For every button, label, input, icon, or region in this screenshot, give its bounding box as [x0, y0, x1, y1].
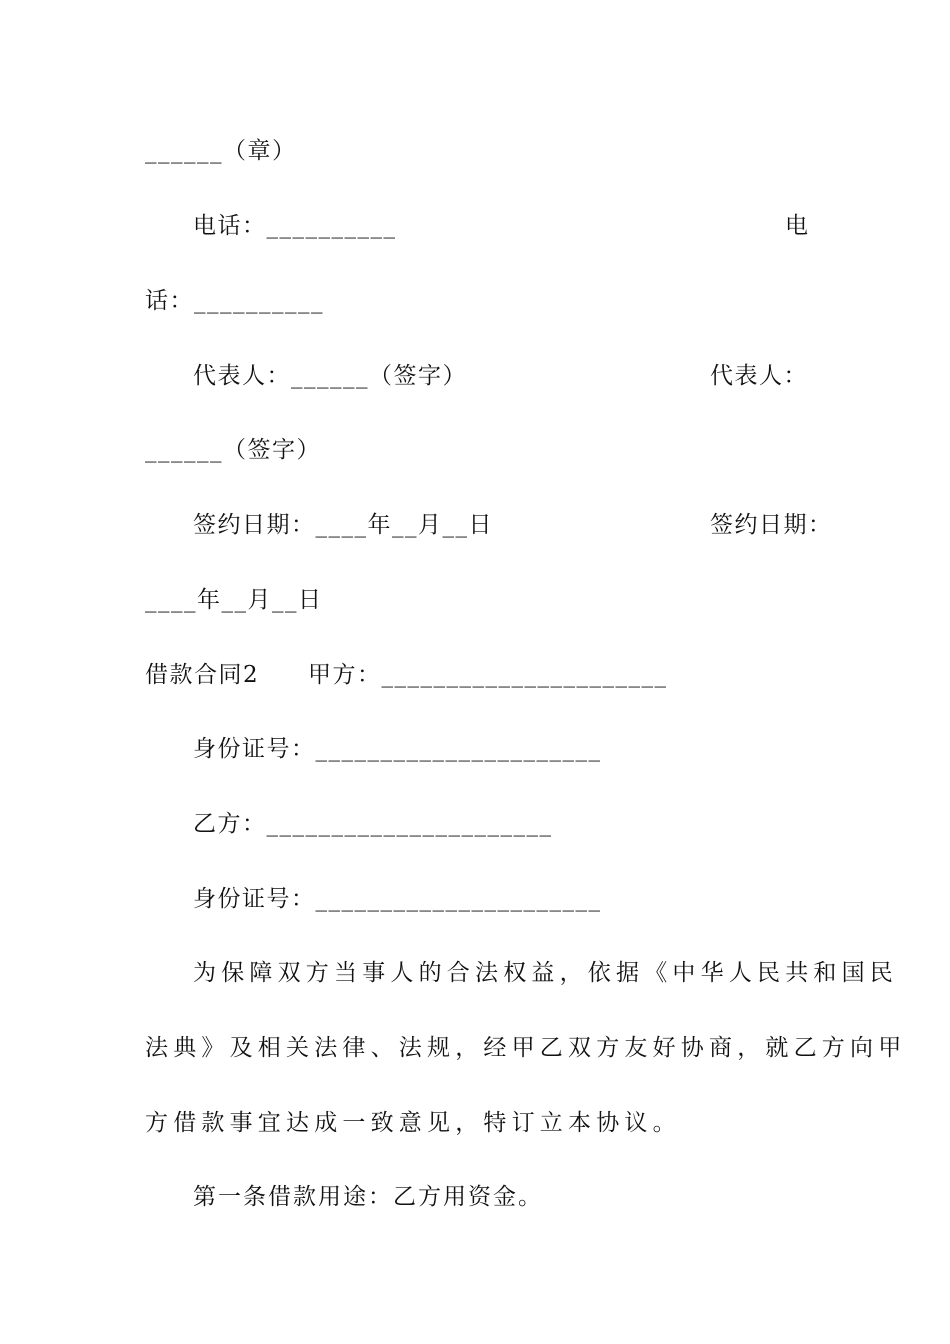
- party-a-field: 甲方：______________________: [308, 662, 668, 688]
- phone-label-right-start: 电: [785, 213, 810, 239]
- party-b-field: 乙方：______________________: [193, 811, 553, 837]
- representative-continued-line: [0, 430, 950, 470]
- seal-text: ______（章）: [145, 138, 297, 164]
- contract-heading-line: [0, 655, 950, 695]
- phone-line: [0, 206, 950, 246]
- representative-line: [0, 356, 950, 396]
- sign-date-continued-line: [0, 580, 950, 620]
- sign-date-left: 签约日期：____年__月__日: [193, 512, 493, 538]
- party-a-id-field: 身份证号：______________________: [193, 736, 602, 762]
- phone-label-right-end: 话：__________: [145, 288, 324, 314]
- article-one-line: [0, 1177, 950, 1217]
- seal-line: [0, 131, 950, 171]
- sign-date-right-start: 签约日期：: [710, 512, 833, 538]
- paragraph-line-2: [0, 1028, 950, 1068]
- paragraph-line-1: [0, 953, 950, 993]
- preamble-text-1: 为保障双方当事人的合法权益，依据《中华人民共和国民: [193, 960, 898, 986]
- paragraph-line-3: [0, 1103, 950, 1143]
- contract-title: 借款合同2: [145, 662, 260, 688]
- party-b-id-line: [0, 879, 950, 919]
- representative-left: 代表人：______（签字）: [193, 363, 467, 389]
- party-b-id-field: 身份证号：______________________: [193, 886, 602, 912]
- preamble-text-3: 方借款事宜达成一致意见，特订立本协议。: [145, 1110, 681, 1136]
- sign-date-right-end: ____年__月__日: [145, 587, 323, 613]
- representative-right-end: ______（签字）: [145, 437, 321, 463]
- party-b-line: [0, 804, 950, 844]
- party-a-id-line: [0, 729, 950, 769]
- preamble-text-2: 法典》及相关法律、法规，经甲乙双方友好协商，就乙方向甲: [145, 1035, 907, 1061]
- phone-label-left: 电话：__________: [193, 213, 397, 239]
- representative-right-start: 代表人：: [710, 363, 808, 389]
- phone-continued-line: [0, 281, 950, 321]
- article-one-text: 第一条借款用途：乙方用资金。: [193, 1184, 543, 1210]
- sign-date-line: [0, 505, 950, 545]
